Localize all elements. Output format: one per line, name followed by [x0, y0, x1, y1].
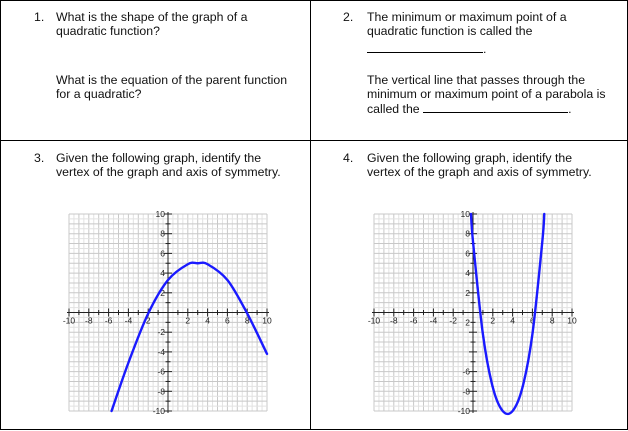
y-tick-label: 2 — [160, 287, 165, 298]
question-2-period: . — [483, 42, 487, 56]
question-2-sub-line1: The vertical line that passes through the — [367, 73, 586, 87]
y-tick-label: 2 — [465, 287, 470, 298]
y-tick-label: -10 — [457, 406, 470, 416]
y-tick-label: -6 — [157, 366, 165, 377]
x-tick-label: -10 — [367, 315, 381, 326]
x-tick-label: 4 — [205, 315, 210, 326]
x-tick-label: 2 — [490, 315, 496, 326]
question-2-text-line2: quadratic function is called the — [367, 24, 533, 38]
x-tick-label: 2 — [185, 315, 191, 326]
question-4-number: 4. — [343, 151, 354, 165]
quadratic-graph-1 — [1, 141, 311, 431]
y-tick-label: -2 — [157, 327, 165, 338]
answer-blank[interactable] — [423, 101, 568, 113]
question-2-sub-period: . — [568, 102, 572, 116]
quadratic-graph-2 — [311, 141, 628, 431]
question-2-number: 2. — [343, 10, 354, 24]
y-tick-label: -8 — [462, 386, 470, 397]
x-tick-label: -6 — [104, 315, 113, 326]
x-tick-label: -8 — [85, 315, 93, 326]
x-tick-label: -6 — [409, 315, 418, 326]
y-tick-label: 6 — [160, 248, 165, 259]
question-2-sub-line3 — [367, 101, 571, 116]
question-4-cell — [310, 140, 628, 430]
y-tick-label: 10 — [460, 209, 470, 219]
y-tick-label: -4 — [157, 346, 165, 357]
x-tick-label: -4 — [429, 315, 438, 326]
question-3-cell — [0, 140, 310, 430]
question-1-sub-line1: What is the equation of the parent function — [56, 73, 288, 87]
y-tick-label: 4 — [160, 268, 165, 279]
y-tick-label: 8 — [465, 228, 470, 239]
question-4-text-line2: vertex of the graph and axis of symmetry. — [367, 165, 592, 179]
x-tick-label: 10 — [262, 315, 272, 326]
y-tick-label: 2 — [465, 317, 470, 328]
x-tick-label: 6 — [225, 315, 230, 326]
question-1-cell — [0, 0, 310, 140]
x-tick-label: 10 — [567, 315, 577, 326]
y-tick-label: 6 — [465, 248, 470, 259]
question-1-sub-line2: for a quadratic? — [56, 87, 142, 101]
y-tick-label: 10 — [155, 209, 165, 219]
x-tick-label: 6 — [530, 315, 535, 326]
y-tick-label: 8 — [160, 228, 165, 239]
question-3-text-line1: Given the following graph, identify the — [56, 151, 262, 165]
question-2-answer-line — [367, 41, 486, 56]
question-2-text-line1: The minimum or maximum point of a — [367, 10, 567, 24]
y-tick-label: -8 — [157, 386, 165, 397]
y-tick-label: -10 — [152, 406, 165, 416]
x-tick-label: 4 — [510, 315, 515, 326]
question-2-sub-line3-text: called the — [367, 102, 420, 116]
question-1-text-line2: quadratic function? — [56, 24, 160, 38]
question-2-cell — [310, 0, 628, 140]
question-2-sub-line2: minimum or maximum point of a parabola is — [367, 87, 606, 101]
question-3-text-line2: vertex of the graph and axis of symmetry. — [56, 165, 281, 179]
x-tick-label: -4 — [124, 315, 133, 326]
question-1-number: 1. — [34, 10, 45, 24]
x-tick-label: -8 — [390, 315, 398, 326]
y-tick-label: 4 — [465, 268, 470, 279]
x-tick-label: 8 — [549, 315, 555, 326]
question-4-text-line1: Given the following graph, identify the — [367, 151, 573, 165]
question-3-number: 3. — [34, 151, 45, 165]
y-tick-label: -6 — [462, 366, 470, 377]
x-tick-label: 8 — [244, 315, 250, 326]
x-tick-label: 2 — [145, 315, 151, 326]
x-tick-label: -2 — [449, 315, 457, 326]
answer-blank[interactable] — [367, 41, 483, 53]
x-tick-label: -10 — [62, 315, 76, 326]
question-1-text-line1: What is the shape of the graph of a — [56, 10, 248, 24]
